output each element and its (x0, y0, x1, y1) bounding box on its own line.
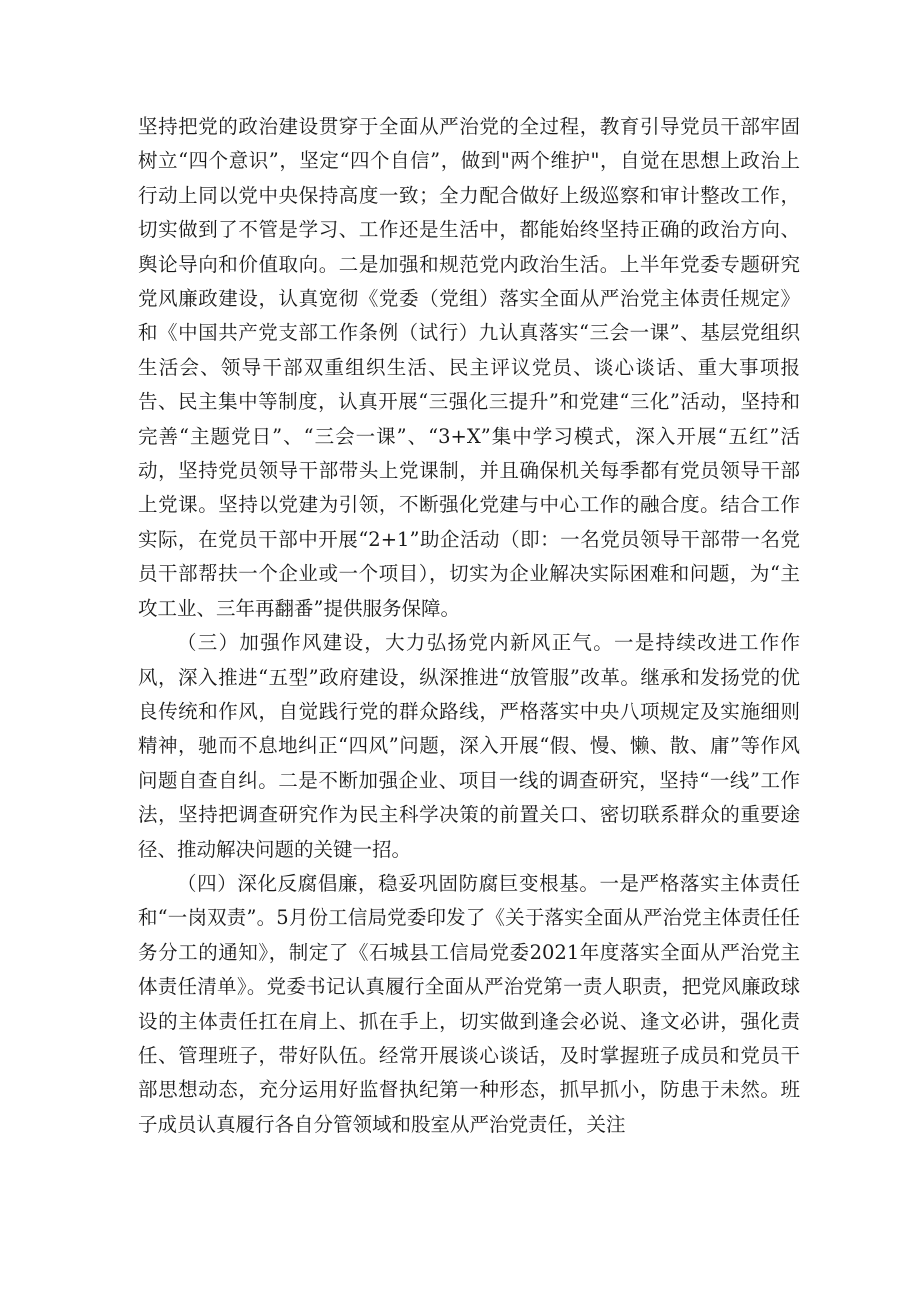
paragraph-work-style-building: （三）加强作风建设，大力弘扬党内新风正气。一是持续改进工作作风，深入推进“五型”政府建设，纵深推进“放管服”改革。继承和发扬党的优良传统和作风，自觉践行党的群众路线，严格落实中央八项规定及实施细则精神，驰而不息地纠正“四风”问题，深入开展“假、慢、懒、散、庸”等作风问题自查自纠。二是不断加强企业、项目一线的调查研究，坚持“一线”工作法，坚持把调查研究作为民主科学决策的前置关口、密切联系群众的重要途径、推动解决问题的关键一招。 (138, 631, 800, 861)
document-body (138, 110, 800, 1142)
paragraph-party-political-building: 坚持把党的政治建设贯穿于全面从严治党的全过程，教育引导党员干部牢固树立“四个意识”，坚定“四个自信”，做到"两个维护"，自觉在思想上政治上行动上同以党中央保持高度一致；全力配合做好上级巡察和审计整改工作，切实做到了不管是学习、工作还是生活中，都能始终坚持正确的政治方向、舆论导向和价值取向。二是加强和规范党内政治生活。上半年党委专题研究党风廉政建设，认真宽彻《党委（党组）落实全面从严治党主体责任规定》和《中国共产党支部工作条例（试行）九认真落实“三会一课”、基层党组织生活会、领导干部双重组织生活、民主评议党员、谈心谈话、重大事项报告、民主集中等制度，认真开展“三强化三提升”和党建“三化”活动，坚持和完善“主题党日”、“三会一课”、“3+X”集中学习模式，深入开展“五红”活动，坚持党员领导干部带头上党课制，并且确保机关每季都有党员领导干部上党课。坚持以党建为引领，不断强化党建与中心工作的融合度。结合工作实际，在党员干部中开展“2+1”助企活动（即：一名党员领导干部带一名党员干部帮扶一个企业或一个项目），切实为企业解决实际困难和问题，为“主攻工业、三年再翻番”提供服务保障。 (138, 115, 800, 620)
paragraph-anti-corruption: （四）深化反腐倡廉，稳妥巩固防腐巨变根基。一是严格落实主体责任和“一岗双责”。5月份工信局党委印发了《关于落实全面从严治党主体责任任务分工的通知》，制定了《石城县工信局党委2021年度落实全面从严治党主体责任清单》。党委书记认真履行全面从严治党第一责人职责，把党风廉政球设的主体责任扛在肩上、抓在手上，切实做到逢会必说、逢文必讲，强化责任、管理班子，带好队伍。经常开展谈心谈话，及时掌握班子成员和党员干部思想动态，充分运用好监督执纪第一种形态，抓早抓小，防患于未然。班子成员认真履行各自分管领域和股室从严治党责任，关注 (138, 871, 800, 1136)
